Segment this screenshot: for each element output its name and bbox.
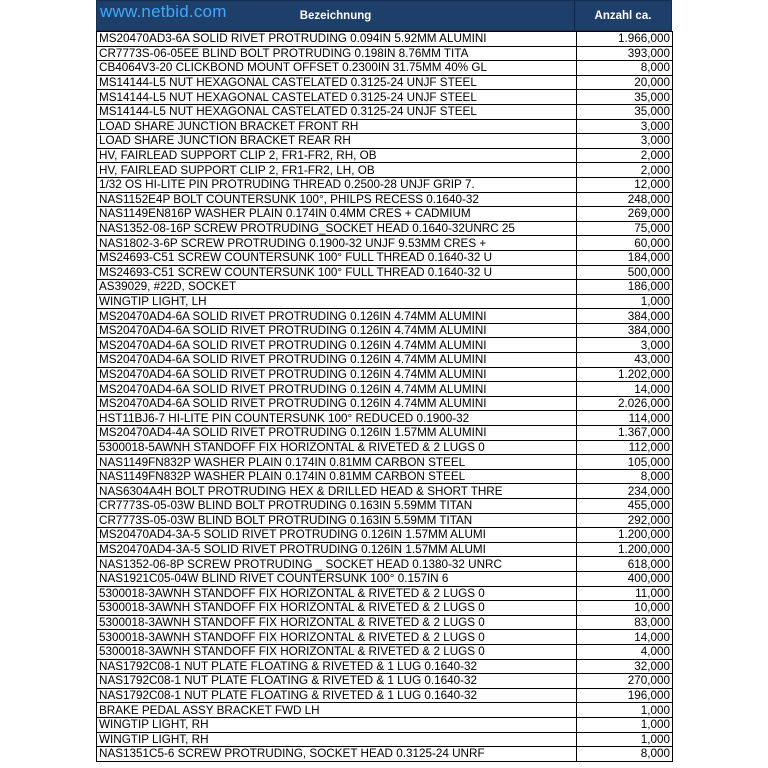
row-description: 5300018-3AWNH STANDOFF FIX HORIZONTAL & RIVETED & 2 LUGS 0 [97,644,577,659]
row-description: MS20470AD4-6A SOLID RIVET PROTRUDING 0.126IN 4.74MM ALUMINI [97,367,577,382]
row-quantity: 8,000 [577,747,673,762]
table-row [97,688,673,703]
table-row [97,280,673,295]
row-description: WINGTIP LIGHT, RH [97,717,577,732]
row-quantity: 196,000 [577,688,673,703]
row-quantity: 2,000 [577,163,673,178]
row-quantity: 270,000 [577,674,673,689]
table-header [96,0,672,31]
table-row [97,469,673,484]
table-row [97,644,673,659]
row-description: 5300018-3AWNH STANDOFF FIX HORIZONTAL & RIVETED & 2 LUGS 0 [97,586,577,601]
row-description: NAS1921C05-04W BLIND RIVET COUNTERSUNK 100° 0.157IN 6 [97,571,577,586]
table-row [97,119,673,134]
table-row [97,90,673,105]
row-quantity: 384,000 [577,323,673,338]
row-description: MS20470AD4-6A SOLID RIVET PROTRUDING 0.126IN 4.74MM ALUMINI [97,396,577,411]
row-quantity: 393,000 [577,46,673,61]
row-description: NAS1152E4P BOLT COUNTERSUNK 100°, PHILPS RECESS 0.1640-32 [97,192,577,207]
row-quantity: 105,000 [577,455,673,470]
row-quantity: 35,000 [577,104,673,119]
row-quantity: 114,000 [577,411,673,426]
row-description: MS20470AD4-6A SOLID RIVET PROTRUDING 0.126IN 4.74MM ALUMINI [97,353,577,368]
table-row [97,717,673,732]
row-description: NAS1352-06-8P SCREW PROTRUDING _ SOCKET HEAD 0.1380-32 UNRC [97,557,577,572]
table-row [97,323,673,338]
table-row [97,207,673,222]
row-quantity: 20,000 [577,75,673,90]
row-description: AS39029, #22D, SOCKET [97,280,577,295]
table-row [97,46,673,61]
row-description: MS20470AD4-6A SOLID RIVET PROTRUDING 0.126IN 4.74MM ALUMINI [97,323,577,338]
row-description: HV, FAIRLEAD SUPPORT CLIP 2, FR1-FR2, RH, OB [97,148,577,163]
row-description: CB4064V3-20 CLICKBOND MOUNT OFFSET 0.2300IN 31.75MM 40% GL [97,61,577,76]
row-description: NAS1149FN832P WASHER PLAIN 0.174IN 0.81MM CARBON STEEL [97,469,577,484]
parts-table-sheet [96,0,672,762]
table-row [97,294,673,309]
row-quantity: 75,000 [577,221,673,236]
row-description: 5300018-3AWNH STANDOFF FIX HORIZONTAL & RIVETED & 2 LUGS 0 [97,615,577,630]
row-description: WINGTIP LIGHT, RH [97,732,577,747]
table-row [97,484,673,499]
row-quantity: 2.026,000 [577,396,673,411]
row-description: MS20470AD3-6A SOLID RIVET PROTRUDING 0.094IN 5.92MM ALUMINI [97,32,577,47]
row-quantity: 8,000 [577,469,673,484]
row-quantity: 1.200,000 [577,528,673,543]
row-quantity: 1,000 [577,294,673,309]
table-row [97,630,673,645]
row-quantity: 4,000 [577,644,673,659]
row-description: NAS1352-08-16P SCREW PROTRUDING_SOCKET HEAD 0.1640-32UNRC 25 [97,221,577,236]
table-row [97,192,673,207]
table-row [97,513,673,528]
table-row [97,674,673,689]
row-quantity: 3,000 [577,119,673,134]
row-description: MS14144-L5 NUT HEXAGONAL CASTELATED 0.3125-24 UNJF STEEL [97,104,577,119]
header-description: Bezeichnung [97,1,575,30]
row-quantity: 500,000 [577,265,673,280]
table-row [97,586,673,601]
row-quantity: 400,000 [577,571,673,586]
table-row [97,601,673,616]
row-quantity: 3,000 [577,134,673,149]
table-row [97,440,673,455]
row-quantity: 248,000 [577,192,673,207]
table-row [97,367,673,382]
table-row [97,703,673,718]
row-description: NAS6304A4H BOLT PROTRUDING HEX & DRILLED HEAD & SHORT THRE [97,484,577,499]
row-quantity: 618,000 [577,557,673,572]
row-description: MS20470AD4-3A-5 SOLID RIVET PROTRUDING 0.126IN 1.57MM ALUMI [97,528,577,543]
row-quantity: 1.966,000 [577,32,673,47]
row-description: MS24693-C51 SCREW COUNTERSUNK 100° FULL THREAD 0.1640-32 U [97,250,577,265]
table-row [97,32,673,47]
table-row [97,309,673,324]
row-quantity: 3,000 [577,338,673,353]
row-quantity: 1.200,000 [577,542,673,557]
row-description: MS20470AD4-6A SOLID RIVET PROTRUDING 0.126IN 4.74MM ALUMINI [97,382,577,397]
row-description: WINGTIP LIGHT, LH [97,294,577,309]
table-row [97,61,673,76]
row-description: NAS1149FN832P WASHER PLAIN 0.174IN 0.81MM CARBON STEEL [97,455,577,470]
table-row [97,542,673,557]
row-quantity: 14,000 [577,630,673,645]
row-description: MS14144-L5 NUT HEXAGONAL CASTELATED 0.3125-24 UNJF STEEL [97,90,577,105]
table-row [97,221,673,236]
table-row [97,732,673,747]
row-description: NAS1792C08-1 NUT PLATE FLOATING & RIVETED & 1 LUG 0.1640-32 [97,688,577,703]
table-row [97,411,673,426]
row-description: NAS1792C08-1 NUT PLATE FLOATING & RIVETED & 1 LUG 0.1640-32 [97,674,577,689]
row-description: 5300018-3AWNH STANDOFF FIX HORIZONTAL & RIVETED & 2 LUGS 0 [97,601,577,616]
table-row [97,455,673,470]
table-row [97,615,673,630]
row-quantity: 186,000 [577,280,673,295]
row-quantity: 455,000 [577,499,673,514]
row-description: LOAD SHARE JUNCTION BRACKET REAR RH [97,134,577,149]
row-description: NAS1351C5-6 SCREW PROTRUDING, SOCKET HEAD 0.3125-24 UNRF [97,747,577,762]
row-quantity: 1.367,000 [577,426,673,441]
row-quantity: 384,000 [577,309,673,324]
row-quantity: 32,000 [577,659,673,674]
row-description: MS20470AD4-3A-5 SOLID RIVET PROTRUDING 0.126IN 1.57MM ALUMI [97,542,577,557]
row-quantity: 292,000 [577,513,673,528]
table-row [97,236,673,251]
parts-table-body [97,32,673,762]
row-description: MS24693-C51 SCREW COUNTERSUNK 100° FULL THREAD 0.1640-32 U [97,265,577,280]
row-quantity: 184,000 [577,250,673,265]
row-quantity: 1,000 [577,717,673,732]
header-quantity: Anzahl ca. [594,9,652,22]
row-description: 5300018-3AWNH STANDOFF FIX HORIZONTAL & RIVETED & 2 LUGS 0 [97,630,577,645]
table-row [97,250,673,265]
row-quantity: 2,000 [577,148,673,163]
row-description: CR7773S-06-05EE BLIND BOLT PROTRUDING 0.198IN 8.76MM TITA [97,46,577,61]
table-row [97,557,673,572]
table-row [97,571,673,586]
row-quantity: 234,000 [577,484,673,499]
row-quantity: 112,000 [577,440,673,455]
row-description: CR7773S-05-03W BLIND BOLT PROTRUDING 0.163IN 5.59MM TITAN [97,513,577,528]
row-quantity: 8,000 [577,61,673,76]
table-row [97,426,673,441]
watermark-text: www.netbid.com [100,2,227,21]
row-description: HST11BJ6-7 HI-LITE PIN COUNTERSUNK 100° REDUCED 0.1900-32 [97,411,577,426]
row-description: NAS1792C08-1 NUT PLATE FLOATING & RIVETED & 1 LUG 0.1640-32 [97,659,577,674]
table-row [97,659,673,674]
row-quantity: 83,000 [577,615,673,630]
row-quantity: 12,000 [577,177,673,192]
row-quantity: 1.202,000 [577,367,673,382]
table-row [97,177,673,192]
parts-table [96,31,673,762]
row-description: MS20470AD4-6A SOLID RIVET PROTRUDING 0.126IN 4.74MM ALUMINI [97,338,577,353]
row-quantity: 1,000 [577,703,673,718]
table-row [97,163,673,178]
table-row [97,747,673,762]
row-description: NAS1149EN816P WASHER PLAIN 0.174IN 0.4MM CRES + CADMIUM [97,207,577,222]
row-quantity: 60,000 [577,236,673,251]
row-description: CR7773S-05-03W BLIND BOLT PROTRUDING 0.163IN 5.59MM TITAN [97,499,577,514]
table-row [97,528,673,543]
table-row [97,499,673,514]
row-quantity: 11,000 [577,586,673,601]
row-description: 5300018-5AWNH STANDOFF FIX HORIZONTAL & RIVETED & 2 LUGS 0 [97,440,577,455]
row-description: 1/32 OS HI-LITE PIN PROTRUDING THREAD 0.2500-28 UNJF GRIP 7. [97,177,577,192]
row-quantity: 35,000 [577,90,673,105]
row-quantity: 43,000 [577,353,673,368]
table-row [97,338,673,353]
table-row [97,382,673,397]
row-description: HV, FAIRLEAD SUPPORT CLIP 2, FR1-FR2, LH, OB [97,163,577,178]
row-quantity: 14,000 [577,382,673,397]
row-description: MS14144-L5 NUT HEXAGONAL CASTELATED 0.3125-24 UNJF STEEL [97,75,577,90]
table-row [97,353,673,368]
table-row [97,75,673,90]
row-quantity: 269,000 [577,207,673,222]
row-quantity: 1,000 [577,732,673,747]
table-row [97,134,673,149]
row-description: BRAKE PEDAL ASSY BRACKET FWD LH [97,703,577,718]
row-description: MS20470AD4-6A SOLID RIVET PROTRUDING 0.126IN 4.74MM ALUMINI [97,309,577,324]
row-quantity: 10,000 [577,601,673,616]
row-description: NAS1802-3-6P SCREW PROTRUDING 0.1900-32 UNJF 9.53MM CRES + [97,236,577,251]
table-row [97,265,673,280]
table-row [97,104,673,119]
table-row [97,148,673,163]
row-description: MS20470AD4-4A SOLID RIVET PROTRUDING 0.126IN 1.57MM ALUMINI [97,426,577,441]
table-row [97,396,673,411]
row-description: LOAD SHARE JUNCTION BRACKET FRONT RH [97,119,577,134]
